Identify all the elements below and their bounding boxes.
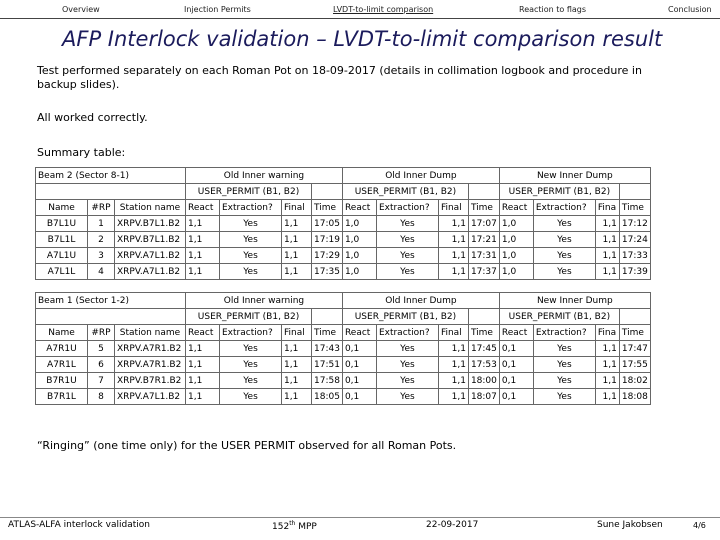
- table-row: [36, 389, 651, 405]
- column-header: Final: [438, 325, 468, 341]
- cell-extraction: Yes: [376, 232, 438, 248]
- cell-react: 0,1: [499, 389, 533, 405]
- cell-time: 17:19: [312, 232, 343, 248]
- cell-final: 1,1: [438, 216, 468, 232]
- cell-react: 1,0: [342, 264, 376, 280]
- footer-meeting-suffix: th: [289, 520, 296, 527]
- column-header: Extraction?: [533, 200, 595, 216]
- subgroup-header: USER_PERMIT (B1, B2): [342, 309, 468, 325]
- cell-name: A7R1U: [36, 341, 88, 357]
- column-header: React: [186, 200, 220, 216]
- table-row: [36, 184, 651, 200]
- column-header: Final: [282, 325, 312, 341]
- cell-name: A7R1L: [36, 357, 88, 373]
- column-header: #RP: [88, 200, 115, 216]
- subgroup-header: USER_PERMIT (B1, B2): [499, 184, 619, 200]
- cell-time: 17:07: [468, 216, 499, 232]
- cell-extraction: Yes: [220, 248, 282, 264]
- cell-time: 17:58: [312, 373, 343, 389]
- summary-table-beam2: [35, 167, 651, 280]
- table-row: [36, 373, 651, 389]
- cell-time: 18:00: [468, 373, 499, 389]
- nav-lvdt-comparison[interactable]: LVDT-to-limit comparison: [333, 5, 434, 14]
- column-header: Extraction?: [220, 200, 282, 216]
- cell-react: 1,0: [499, 232, 533, 248]
- cell-rp: 4: [88, 264, 115, 280]
- cell-react: 1,0: [342, 232, 376, 248]
- cell-extraction: Yes: [533, 357, 595, 373]
- column-header: Final: [438, 200, 468, 216]
- column-header: Extraction?: [376, 200, 438, 216]
- cell-final: 1,1: [595, 373, 619, 389]
- subgroup-header: USER_PERMIT (B1, B2): [186, 309, 312, 325]
- cell-time: 17:45: [468, 341, 499, 357]
- group-header: Old Inner Dump: [342, 293, 499, 309]
- cell-react: 1,1: [186, 264, 220, 280]
- cell-react: 1,1: [186, 357, 220, 373]
- cell-name: B7L1L: [36, 232, 88, 248]
- cell-react: 0,1: [499, 373, 533, 389]
- column-header: Time: [312, 200, 343, 216]
- cell-react: 1,1: [186, 389, 220, 405]
- cell-station: XRPV.A7R1.B2: [115, 341, 186, 357]
- cell-time: 17:24: [619, 232, 650, 248]
- cell-extraction: Yes: [533, 341, 595, 357]
- cell-time: 17:33: [619, 248, 650, 264]
- table-row: [36, 264, 651, 280]
- cell-extraction: Yes: [533, 373, 595, 389]
- cell-name: B7R1U: [36, 373, 88, 389]
- cell-final: 1,1: [282, 232, 312, 248]
- cell-react: 0,1: [342, 357, 376, 373]
- nav-reaction-to-flags[interactable]: Reaction to flags: [519, 5, 587, 14]
- cell-time: 17:12: [619, 216, 650, 232]
- column-header: React: [342, 200, 376, 216]
- column-header: React: [342, 325, 376, 341]
- subgroup-header: USER_PERMIT (B1, B2): [342, 184, 468, 200]
- column-header: Time: [312, 325, 343, 341]
- cell-extraction: Yes: [533, 232, 595, 248]
- cell-station: XRPV.B7L1.B2: [115, 216, 186, 232]
- nav-overview[interactable]: Overview: [62, 5, 100, 14]
- table-row: [36, 293, 651, 309]
- table-header-row: [36, 325, 651, 341]
- cell-extraction: Yes: [376, 216, 438, 232]
- column-header: Name: [36, 325, 88, 341]
- cell-rp: 7: [88, 373, 115, 389]
- cell-time: 18:07: [468, 389, 499, 405]
- column-header: #RP: [88, 325, 115, 341]
- cell-rp: 5: [88, 341, 115, 357]
- subgroup-header: USER_PERMIT (B1, B2): [186, 184, 312, 200]
- column-header: React: [186, 325, 220, 341]
- worked-statement: All worked correctly.: [37, 111, 148, 124]
- cell-time: 17:31: [468, 248, 499, 264]
- cell-extraction: Yes: [376, 389, 438, 405]
- cell-final: 1,1: [595, 264, 619, 280]
- footer-divider: [0, 517, 720, 518]
- cell-react: 1,0: [342, 248, 376, 264]
- cell-time: 17:43: [312, 341, 343, 357]
- column-header: Time: [619, 200, 650, 216]
- cell-react: 0,1: [342, 373, 376, 389]
- cell-time: 17:39: [619, 264, 650, 280]
- cell-final: 1,1: [438, 373, 468, 389]
- cell-time: 17:55: [619, 357, 650, 373]
- table-row: [36, 341, 651, 357]
- cell-time: 17:53: [468, 357, 499, 373]
- cell-react: 1,1: [186, 232, 220, 248]
- cell-station: XRPV.B7R1.B2: [115, 373, 186, 389]
- cell-final: 1,1: [595, 216, 619, 232]
- cell-rp: 6: [88, 357, 115, 373]
- cell-react: 1,1: [186, 216, 220, 232]
- cell-final: 1,1: [282, 389, 312, 405]
- summary-table-beam1: [35, 292, 651, 405]
- intro-paragraph: Test performed separately on each Roman Pot on 18-09-2017 (details in collimation logbook and procedure in backup slides).: [37, 64, 642, 91]
- table-row: [36, 232, 651, 248]
- column-header: Name: [36, 200, 88, 216]
- cell-station: XRPV.A7L1.B2: [115, 264, 186, 280]
- footer-presentation-title: ATLAS-ALFA interlock validation: [8, 520, 150, 530]
- cell-station: XRPV.B7L1.B2: [115, 232, 186, 248]
- cell-extraction: Yes: [533, 389, 595, 405]
- table-header-row: [36, 200, 651, 216]
- column-header: Fina: [595, 200, 619, 216]
- group-header: New Inner Dump: [499, 168, 650, 184]
- cell-rp: 2: [88, 232, 115, 248]
- ringing-note: “Ringing” (one time only) for the USER PERMIT observed for all Roman Pots.: [37, 439, 457, 452]
- cell-name: A7L1L: [36, 264, 88, 280]
- cell-time: 17:37: [468, 264, 499, 280]
- cell-final: 1,1: [282, 248, 312, 264]
- cell-extraction: Yes: [220, 357, 282, 373]
- table-row: [36, 309, 651, 325]
- cell-react: 1,0: [499, 216, 533, 232]
- footer-meeting: [272, 520, 317, 532]
- cell-final: 1,1: [438, 264, 468, 280]
- cell-extraction: Yes: [220, 389, 282, 405]
- cell-time: 18:05: [312, 389, 343, 405]
- footer-page-number: 4/6: [693, 521, 706, 530]
- table-row: [36, 216, 651, 232]
- cell-time: 18:02: [619, 373, 650, 389]
- cell-station: XRPV.A7L1.B2: [115, 389, 186, 405]
- cell-final: 1,1: [595, 232, 619, 248]
- cell-final: 1,1: [595, 248, 619, 264]
- cell-react: 1,1: [186, 248, 220, 264]
- cell-final: 1,1: [282, 357, 312, 373]
- beam-label: Beam 2 (Sector 8-1): [36, 168, 186, 184]
- cell-final: 1,1: [282, 341, 312, 357]
- cell-extraction: Yes: [376, 341, 438, 357]
- cell-final: 1,1: [438, 389, 468, 405]
- group-header: New Inner Dump: [499, 293, 650, 309]
- group-header: Old Inner warning: [186, 168, 343, 184]
- column-header: Time: [468, 325, 499, 341]
- section-navigation: [0, 0, 720, 22]
- cell-react: 0,1: [499, 357, 533, 373]
- cell-final: 1,1: [595, 357, 619, 373]
- cell-react: 0,1: [342, 341, 376, 357]
- table-row: [36, 248, 651, 264]
- nav-divider: [0, 18, 720, 19]
- slide-title: AFP Interlock validation – LVDT-to-limit comparison result: [62, 27, 663, 51]
- cell-time: 17:05: [312, 216, 343, 232]
- cell-extraction: Yes: [220, 341, 282, 357]
- cell-rp: 1: [88, 216, 115, 232]
- column-header: Extraction?: [533, 325, 595, 341]
- group-header: Old Inner warning: [186, 293, 343, 309]
- cell-extraction: Yes: [376, 264, 438, 280]
- column-header: Final: [282, 200, 312, 216]
- column-header: Station name: [115, 325, 186, 341]
- cell-final: 1,1: [282, 264, 312, 280]
- cell-react: 1,1: [186, 341, 220, 357]
- footer-meeting-name: MPP: [298, 522, 317, 532]
- cell-react: 1,1: [186, 373, 220, 389]
- cell-react: 1,0: [499, 248, 533, 264]
- column-header: Fina: [595, 325, 619, 341]
- footer-meeting-number: 152: [272, 522, 290, 532]
- column-header: React: [499, 200, 533, 216]
- group-header: Old Inner Dump: [342, 168, 499, 184]
- cell-final: 1,1: [595, 341, 619, 357]
- table-row: [36, 168, 651, 184]
- subgroup-header: USER_PERMIT (B1, B2): [499, 309, 619, 325]
- cell-extraction: Yes: [220, 373, 282, 389]
- cell-time: 17:51: [312, 357, 343, 373]
- summary-label: Summary table:: [37, 146, 126, 159]
- cell-extraction: Yes: [376, 248, 438, 264]
- cell-react: 0,1: [342, 389, 376, 405]
- cell-name: A7L1U: [36, 248, 88, 264]
- cell-extraction: Yes: [220, 264, 282, 280]
- table-row: [36, 357, 651, 373]
- cell-final: 1,1: [438, 232, 468, 248]
- cell-extraction: Yes: [376, 373, 438, 389]
- cell-station: XRPV.A7L1.B2: [115, 248, 186, 264]
- column-header: React: [499, 325, 533, 341]
- column-header: Extraction?: [376, 325, 438, 341]
- cell-extraction: Yes: [220, 216, 282, 232]
- cell-name: B7R1L: [36, 389, 88, 405]
- beam-label: Beam 1 (Sector 1-2): [36, 293, 186, 309]
- cell-extraction: Yes: [533, 216, 595, 232]
- cell-react: 0,1: [499, 341, 533, 357]
- cell-final: 1,1: [282, 373, 312, 389]
- cell-time: 17:21: [468, 232, 499, 248]
- cell-final: 1,1: [595, 389, 619, 405]
- footer-author: Sune Jakobsen: [597, 520, 663, 530]
- column-header: Time: [619, 325, 650, 341]
- cell-station: XRPV.A7R1.B2: [115, 357, 186, 373]
- cell-extraction: Yes: [533, 264, 595, 280]
- nav-injection-permits[interactable]: Injection Permits: [184, 5, 251, 14]
- column-header: Station name: [115, 200, 186, 216]
- footer-date: 22-09-2017: [426, 520, 479, 530]
- cell-react: 1,0: [499, 264, 533, 280]
- cell-rp: 8: [88, 389, 115, 405]
- cell-react: 1,0: [342, 216, 376, 232]
- cell-time: 17:29: [312, 248, 343, 264]
- column-header: Extraction?: [220, 325, 282, 341]
- column-header: Time: [468, 200, 499, 216]
- cell-extraction: Yes: [220, 232, 282, 248]
- cell-final: 1,1: [438, 357, 468, 373]
- cell-extraction: Yes: [533, 248, 595, 264]
- cell-time: 17:35: [312, 264, 343, 280]
- cell-name: B7L1U: [36, 216, 88, 232]
- cell-final: 1,1: [282, 216, 312, 232]
- cell-final: 1,1: [438, 341, 468, 357]
- cell-final: 1,1: [438, 248, 468, 264]
- cell-time: 17:47: [619, 341, 650, 357]
- cell-time: 18:08: [619, 389, 650, 405]
- nav-conclusion[interactable]: Conclusion: [668, 5, 712, 14]
- cell-rp: 3: [88, 248, 115, 264]
- cell-extraction: Yes: [376, 357, 438, 373]
